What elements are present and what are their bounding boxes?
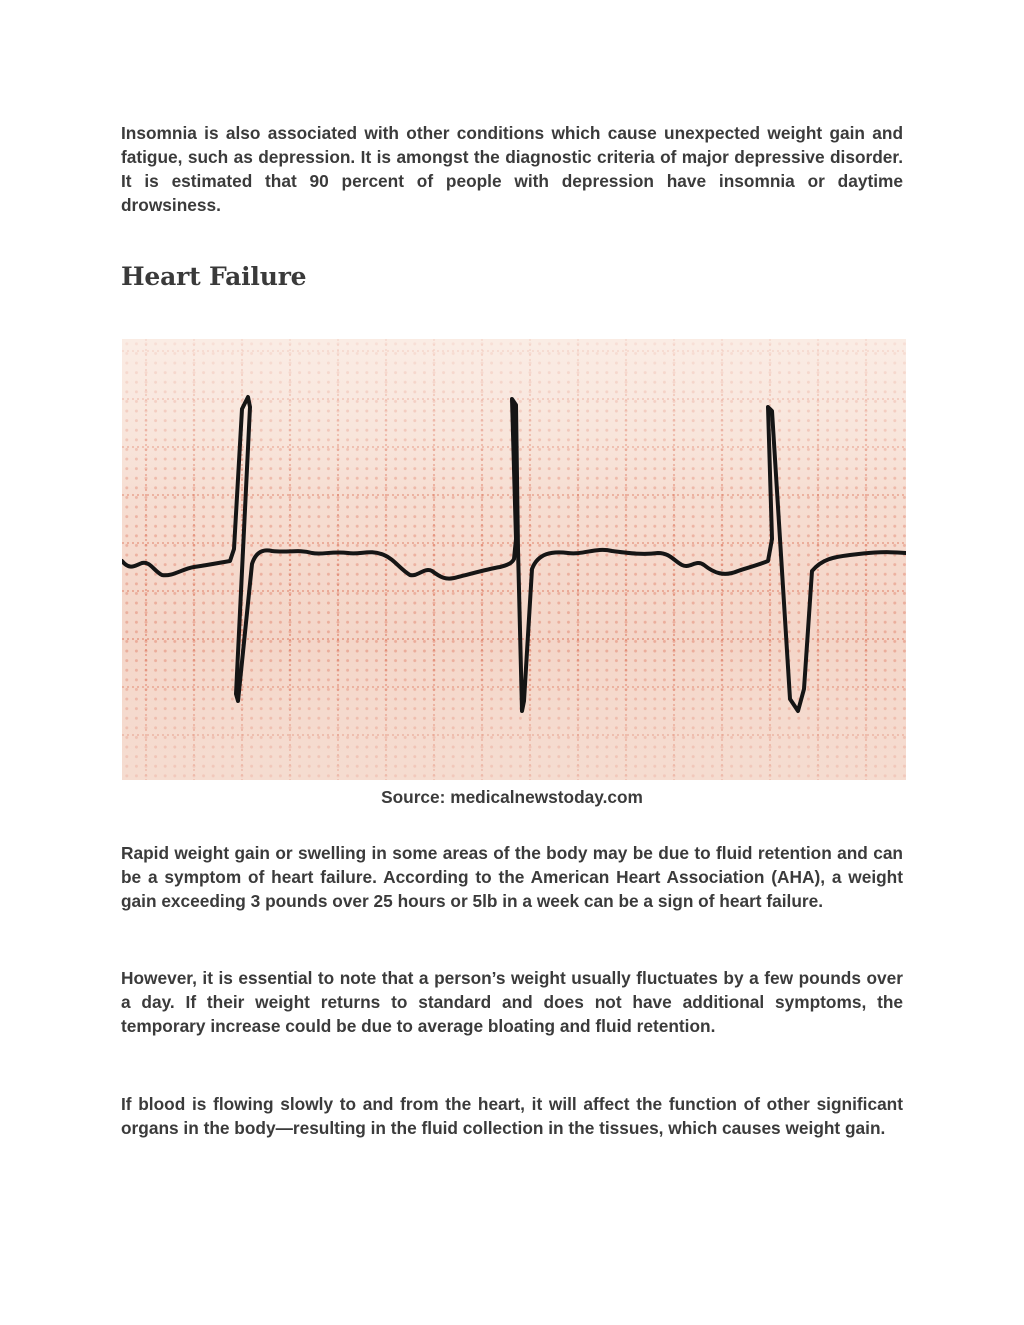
section-heading: Heart Failure xyxy=(121,262,307,291)
intro-paragraph: Insomnia is also associated with other conditions which cause unexpected weight gain and fatigue, such as depression. It is amongst the diagnostic criteria of major depressive disorder. It is estimated that 90 percent of people with depression have insomnia or daytime drowsiness. xyxy=(121,123,903,215)
body-paragraph: If blood is flowing slowly to and from the heart, it will affect the function of other significant organs in the body—resulting in the fluid collection in the tissues, which causes weight gain. xyxy=(121,1094,903,1138)
figure-caption: Source: medicalnewstoday.com xyxy=(381,787,643,807)
body-paragraph: However, it is essential to note that a person’s weight usually fluctuates by a few pounds over a day. If their weight returns to standard and does not have additional symptoms, the temporary increase could be due to average bloating and fluid retention. xyxy=(121,968,903,1036)
ecg-image xyxy=(122,339,906,780)
body-paragraph: Rapid weight gain or swelling in some areas of the body may be due to fluid retention and can be a symptom of heart failure. According to the American Heart Association (AHA), a weight gain exceeding 3 pounds over 25 hours or 5lb in a week can be a sign of heart failure. xyxy=(121,843,903,911)
